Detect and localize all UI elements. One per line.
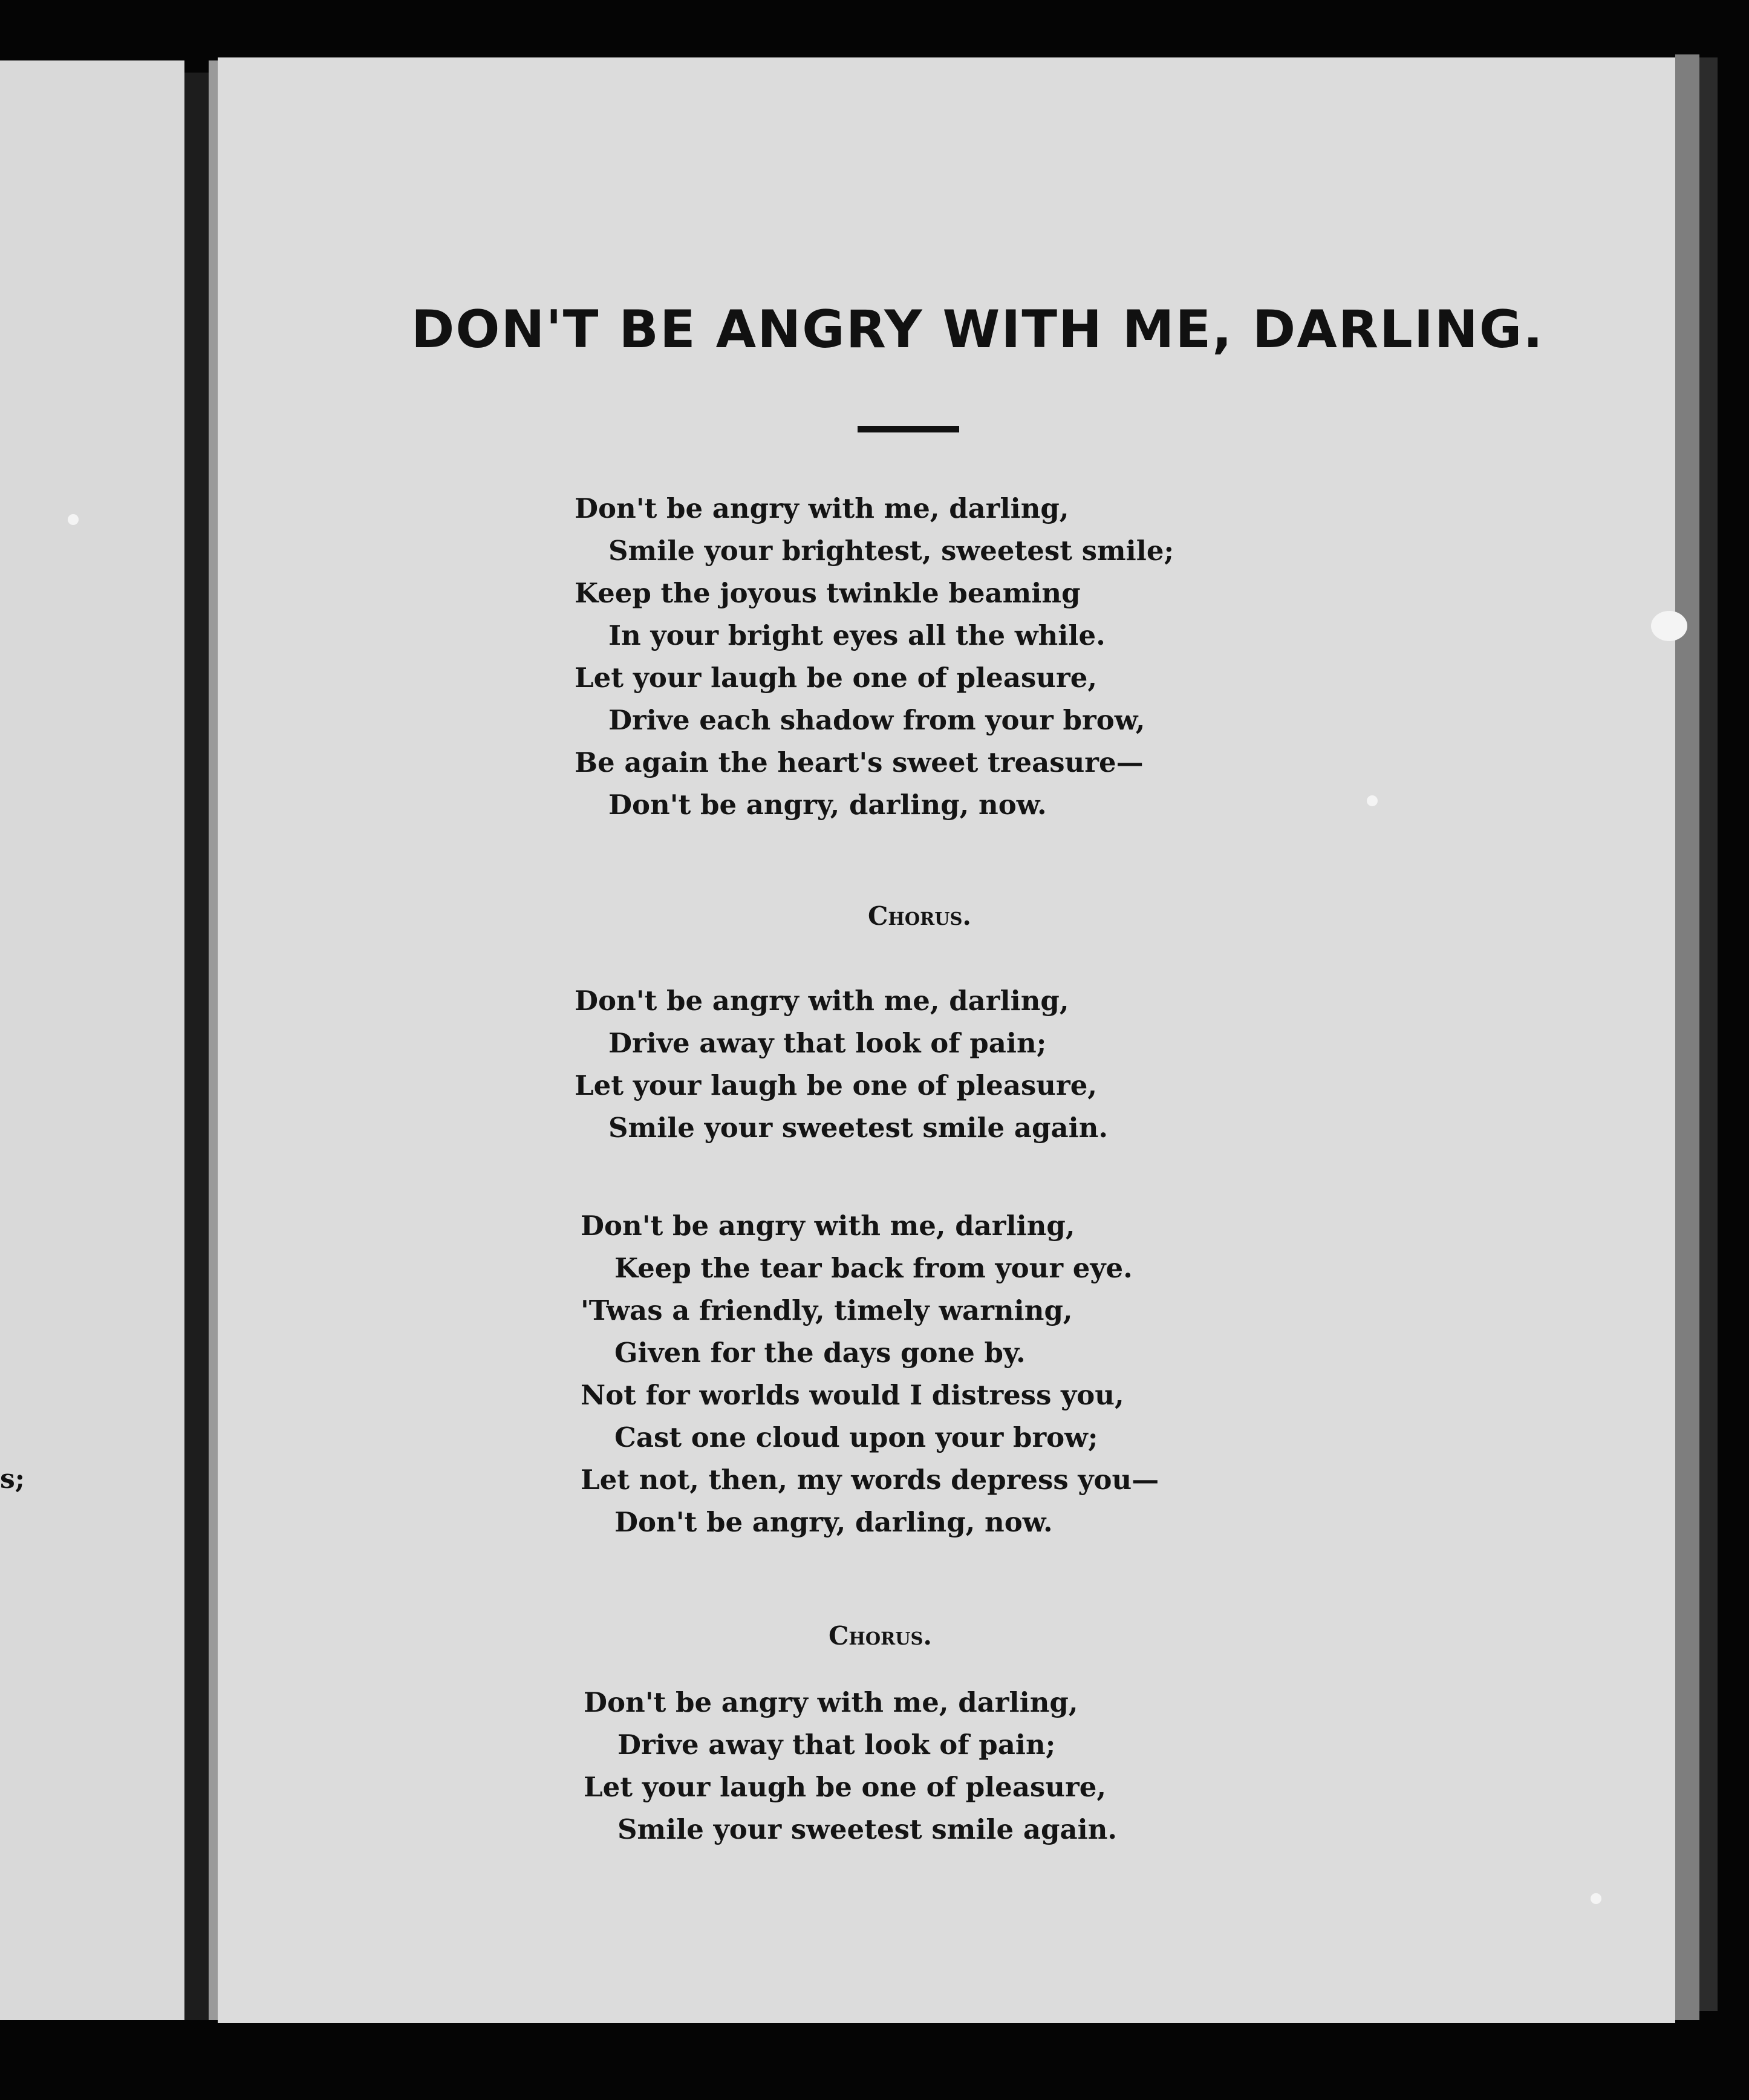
verse-line: Don't be angry with me, darling,	[575, 492, 1069, 524]
chorus-line: Drive away that look of pain;	[617, 1729, 1056, 1761]
verse-line: Be again the heart's sweet treasure—	[575, 746, 1144, 778]
left-facing-page	[0, 60, 184, 2020]
chorus-heading: Chorus.	[829, 1621, 933, 1651]
verse-line: Not for worlds would I distress you,	[581, 1379, 1124, 1411]
verse-1	[575, 488, 1174, 826]
chorus-line: Drive away that look of pain;	[608, 1027, 1047, 1059]
chorus-line: Don't be angry with me, darling,	[575, 985, 1069, 1017]
chorus-line: Don't be angry with me, darling,	[584, 1686, 1078, 1718]
chorus-2	[584, 1681, 1117, 1851]
verse-line: Don't be angry with me, darling,	[581, 1210, 1075, 1242]
paper-speck	[68, 514, 79, 525]
title-rule	[858, 426, 959, 432]
chorus-line: Smile your sweetest smile again.	[617, 1813, 1118, 1845]
chorus-1	[575, 980, 1108, 1149]
book-gutter	[184, 73, 209, 2020]
verse-line: Keep the tear back from your eye.	[614, 1252, 1133, 1284]
chorus-heading: Chorus.	[868, 901, 972, 931]
left-page-text-fragment: s;	[0, 1464, 25, 1495]
verse-line: In your bright eyes all the while.	[608, 619, 1106, 651]
verse-line: Cast one cloud upon your brow;	[614, 1421, 1098, 1453]
verse-line: Keep the joyous twinkle beaming	[575, 577, 1081, 609]
verse-line: Let your laugh be one of pleasure,	[575, 662, 1098, 694]
song-title: DON'T BE ANGRY WITH ME, DARLING.	[411, 299, 1545, 360]
page-edges	[1675, 54, 1699, 2020]
verse-line: Don't be angry, darling, now.	[608, 789, 1047, 821]
chorus-line: Smile your sweetest smile again.	[608, 1112, 1109, 1144]
cover-edge	[1699, 57, 1718, 2011]
verse-line: 'Twas a friendly, timely warning,	[581, 1294, 1073, 1326]
paper-speck	[1367, 795, 1378, 806]
verse-2	[581, 1205, 1159, 1544]
verse-line: Let not, then, my words depress you—	[581, 1464, 1159, 1496]
paper-speck	[1591, 1893, 1601, 1904]
verse-line: Don't be angry, darling, now.	[614, 1506, 1053, 1538]
paper-speck	[1651, 611, 1687, 641]
verse-line: Smile your brightest, sweetest smile;	[608, 535, 1174, 567]
verse-line: Given for the days gone by.	[614, 1337, 1026, 1369]
chorus-line: Let your laugh be one of pleasure,	[584, 1771, 1107, 1803]
chorus-line: Let your laugh be one of pleasure,	[575, 1069, 1098, 1101]
verse-line: Drive each shadow from your brow,	[608, 704, 1145, 736]
